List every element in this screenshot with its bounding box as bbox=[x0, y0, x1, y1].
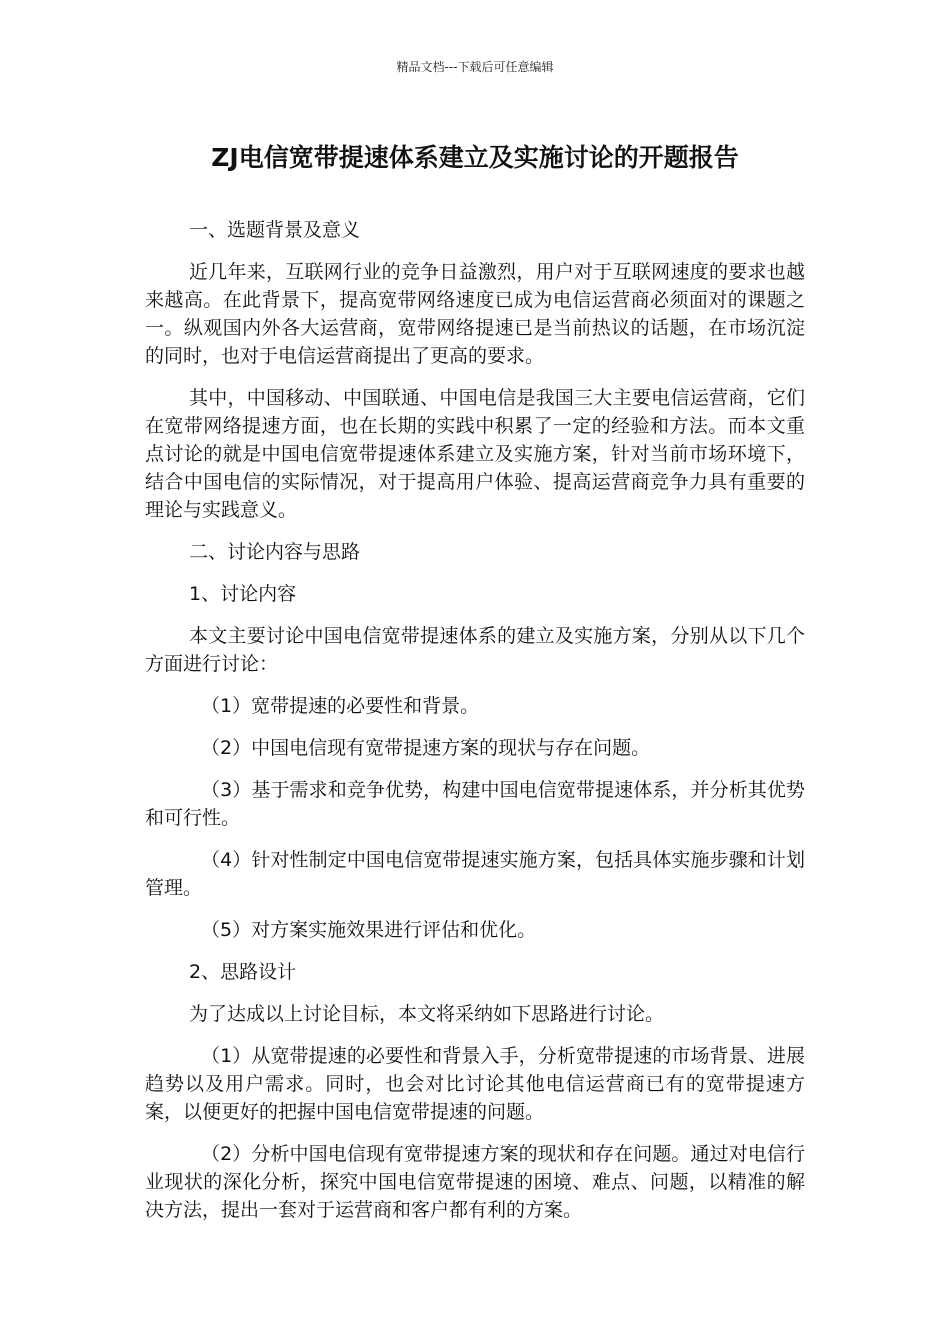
list-item: （2）中国电信现有宽带提速方案的现状与存在问题。 bbox=[201, 737, 651, 759]
list-item: （1）宽带提速的必要性和背景。 bbox=[201, 695, 480, 717]
body-paragraph: 近几年来，互联网行业的竞争日益激烈，用户对于互联网速度的要求也越来越高。在此背景下，提高宽带网络速度已成为电信运营商必须面对的课题之一。纵观国内外各大运营商，宽带网络提速已是当前热议的话题，在市场沉淀的同时，也对于电信运营商提出了更高的要求。 bbox=[145, 261, 805, 367]
header-note: 精品文档---下载后可任意编辑 bbox=[396, 60, 554, 74]
subsection-heading: 2、思路设计 bbox=[189, 961, 297, 983]
body-paragraph: 为了达成以上讨论目标，本文将采纳如下思路进行讨论。 bbox=[189, 1003, 665, 1025]
list-item: （1）从宽带提速的必要性和背景入手，分析宽带提速的市场背景、进展趋势以及用户需求。同时，也会对比讨论其他电信运营商已有的宽带提速方案，以便更好的把握中国电信宽带提速的问题。 bbox=[145, 1045, 805, 1123]
section-heading: 二、讨论内容与思路 bbox=[189, 541, 361, 563]
list-item: （5）对方案实施效果进行评估和优化。 bbox=[201, 919, 537, 941]
list-item: （2）分析中国电信现有宽带提速方案的现状和存在问题。通过对电信行业现状的深化分析，探究中国电信宽带提速的困境、难点、问题，以精准的解决方法，提出一套对于运营商和客户都有利的方案。 bbox=[145, 1143, 805, 1221]
body-paragraph: 本文主要讨论中国电信宽带提速体系的建立及实施方案，分别从以下几个方面进行讨论： bbox=[145, 625, 805, 675]
subsection-heading: 1、讨论内容 bbox=[189, 583, 297, 605]
body-paragraph: 其中，中国移动、中国联通、中国电信是我国三大主要电信运营商，它们在宽带网络提速方面，也在长期的实践中积累了一定的经验和方法。而本文重点讨论的就是中国电信宽带提速体系建立及实施方案，针对当前市场环境下，结合中国电信的实际情况，对于提高用户体验、提高运营商竞争力具有重要的理论与实践意义。 bbox=[145, 387, 805, 521]
document-body bbox=[145, 216, 805, 1238]
document-title: ZJ电信宽带提速体系建立及实施讨论的开题报告 bbox=[211, 143, 739, 172]
section-heading: 一、选题背景及意义 bbox=[189, 219, 361, 241]
list-item: （3）基于需求和竞争优势，构建中国电信宽带提速体系，并分析其优势和可行性。 bbox=[145, 779, 805, 829]
list-item: （4）针对性制定中国电信宽带提速实施方案，包括具体实施步骤和计划管理。 bbox=[145, 849, 805, 899]
